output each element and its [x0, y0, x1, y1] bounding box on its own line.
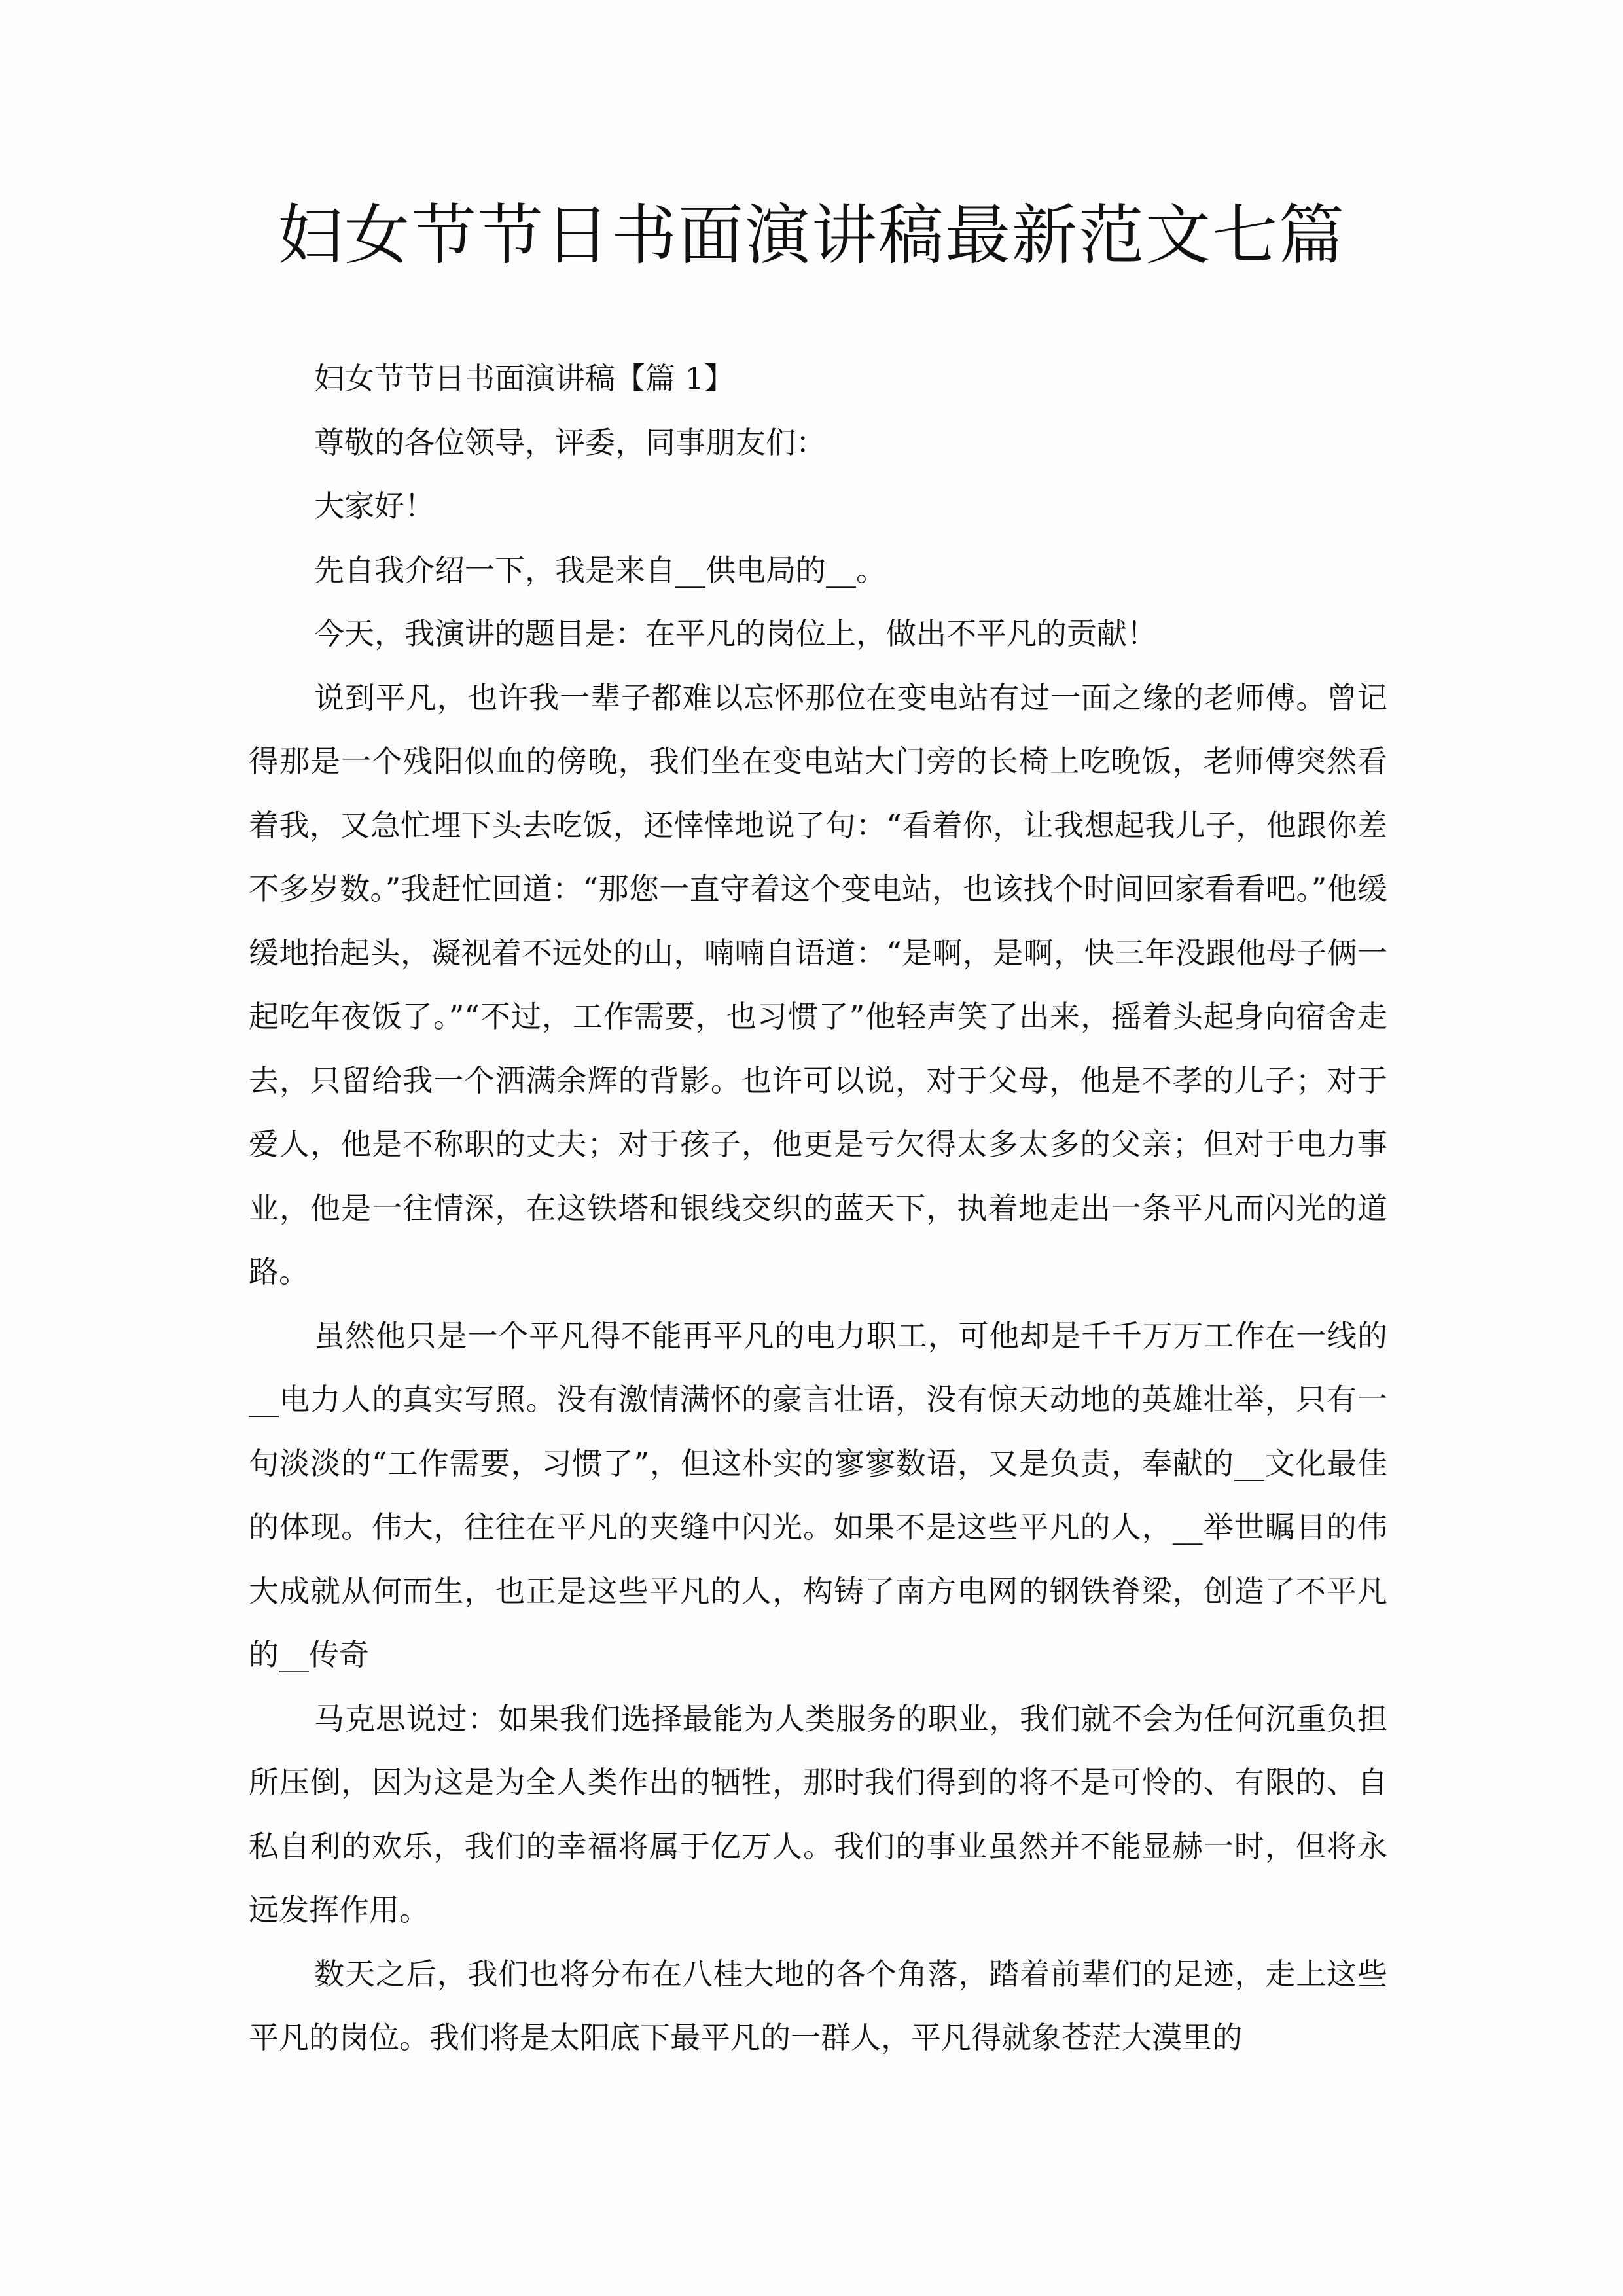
body-paragraph: 说到平凡，也许我一辈子都难以忘怀那位在变电站有过一面之缘的老师傅。曾记得那是一个残阳似血的傍晚，我们坐在变电站大门旁的长椅上吃晚饭，老师傅突然看着我，又急忙埋下头去吃饭，还悻悻地说了句：“看着你，让我想起我儿子，他跟你差不多岁数。”我赶忙回道：“那您一直守着这个变电站，也该找个时间回家看看吧。”他缓缓地抬起头，凝视着不远处的山，喃喃自语道：“是啊，是啊，快三年没跟他母子俩一起吃年夜饭了。”“不过，工作需要，也习惯了”他轻声笑了出来，摇着头起身向宿舍走去，只留给我一个洒满余辉的背影。也许可以说，对于父母，他是不孝的儿子；对于爱人，他是不称职的丈夫；对于孩子，他更是亏欠得太多太多的父亲；但对于电力事业，他是一往情深，在这铁塔和银线交织的蓝天下，执着地走出一条平凡而闪光的道路。	[249, 679, 1387, 1289]
greeting-paragraph: 大家好！	[314, 488, 435, 524]
body-paragraph: 马克思说过：如果我们选择最能为人类服务的职业，我们就不会为任何沉重负担所压倒，因为这是为全人类作出的牺牲，那时我们得到的将不是可怜的、有限的、自私自利的欢乐，我们的幸福将属于亿万人。我们的事业虽然并不能显赫一时，但将永远发挥作用。	[249, 1700, 1387, 1928]
body-paragraph: 虽然他只是一个平凡得不能再平凡的电力职工，可他却是千千万万工作在一线的__电力人的真实写照。没有激情满怀的豪言壮语，没有惊天动地的英雄壮举，只有一句淡淡的“工作需要，习惯了”，但这朴实的寥寥数语，又是负责，奉献的__文化最佳的体现。伟大，往往在平凡的夹缝中闪光。如果不是这些平凡的人，__举世瞩目的伟大成就从何而生，也正是这些平凡的人，构铸了南方电网的钢铁脊梁，创造了不平凡的__传奇	[249, 1318, 1387, 1672]
topic-paragraph: 今天，我演讲的题目是：在平凡的岗位上，做出不平凡的贡献！	[314, 616, 1157, 651]
salutation-paragraph: 尊敬的各位领导，评委，同事朋友们：	[314, 424, 826, 460]
document-title: 妇女节节日书面演讲稿最新范文七篇	[277, 197, 1346, 274]
section-heading: 妇女节节日书面演讲稿【篇 1】	[314, 361, 734, 396]
body-paragraph: 数天之后，我们也将分布在八桂大地的各个角落，踏着前辈们的足迹，走上这些平凡的岗位。我们将是太阳底下最平凡的一群人，平凡得就象苍茫大漠里的	[249, 1956, 1387, 2055]
document-body	[249, 347, 1387, 2070]
introduction-paragraph: 先自我介绍一下，我是来自__供电局的__。	[314, 552, 886, 588]
